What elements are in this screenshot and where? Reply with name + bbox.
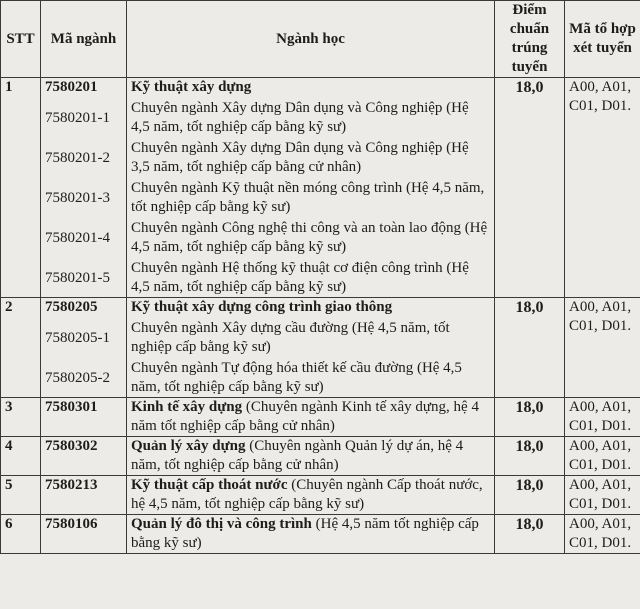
row-score: 18,0: [495, 298, 565, 398]
row-combo: A00, A01, C01, D01.: [565, 398, 640, 437]
major-code: 7580201: [45, 79, 98, 95]
table-row: [1, 437, 640, 476]
row-name-cell: [127, 515, 495, 554]
sub-major-code: 7580201-2: [45, 149, 110, 166]
row-code-cell: [41, 398, 127, 437]
header-diem-chuan: Điểm chuẩn trúng tuyển: [495, 1, 565, 78]
row-code-cell: [41, 298, 127, 398]
row-name-cell: [127, 78, 495, 298]
sub-major-name: Chuyên ngành Xây dựng Dân dụng và Công nghiệp (Hệ 3,5 năm, tốt nghiệp cấp bằng cử nhân): [131, 140, 469, 175]
sub-major-code: 7580205-1: [45, 329, 110, 346]
sub-major-code: 7580205-2: [45, 369, 110, 386]
major-name: Quản lý xây dựng: [131, 438, 246, 454]
table-row: [1, 515, 640, 554]
sub-major-name: Chuyên ngành Xây dựng cầu đường (Hệ 4,5 năm, tốt nghiệp cấp bằng kỹ sư): [131, 320, 450, 355]
row-name-cell: [127, 298, 495, 398]
major-name-line: [131, 78, 490, 97]
row-score: 18,0: [495, 437, 565, 476]
major-code: 7580301: [45, 399, 98, 415]
row-name-cell: [127, 398, 495, 437]
major-name: Kỹ thuật cấp thoát nước: [131, 477, 288, 493]
sub-major-code: 7580201-5: [45, 269, 110, 286]
row-name-cell: [127, 437, 495, 476]
sub-major-code: 7580201-4: [45, 229, 110, 246]
sub-major-code: 7580201-1: [45, 109, 110, 126]
major-name: Quản lý đô thị và công trình: [131, 516, 312, 532]
row-stt: 1: [1, 78, 41, 298]
header-nganh-hoc: Ngành học: [127, 1, 495, 78]
header-stt: STT: [1, 1, 41, 78]
major-name-line: [131, 515, 490, 553]
row-combo: A00, A01, C01, D01.: [565, 437, 640, 476]
row-combo: A00, A01, C01, D01.: [565, 476, 640, 515]
row-score: 18,0: [495, 78, 565, 298]
sub-major-name: Chuyên ngành Kỹ thuật nền móng công trình (Hệ 4,5 năm, tốt nghiệp cấp bằng kỹ sư): [131, 180, 485, 215]
major-name: Kỹ thuật xây dựng: [131, 79, 252, 95]
header-ma-nganh: Mã ngành: [41, 1, 127, 78]
row-name-cell: [127, 476, 495, 515]
major-name-detail: (Chuyên ngành Kinh tế xây dựng, hệ 4 năm tốt nghiệp cấp bằng cử nhân): [131, 399, 479, 434]
major-name-detail: (Hệ 4,5 năm tốt nghiệp cấp bằng kỹ sư): [131, 516, 479, 551]
row-combo: A00, A01, C01, D01.: [565, 515, 640, 554]
table-row: [1, 476, 640, 515]
row-code-cell: [41, 78, 127, 298]
major-code: 7580302: [45, 438, 98, 454]
row-code-cell: [41, 437, 127, 476]
row-combo: A00, A01, C01, D01.: [565, 298, 640, 398]
table-row: [1, 78, 640, 298]
row-combo: A00, A01, C01, D01.: [565, 78, 640, 298]
table-row: [1, 298, 640, 398]
row-score: 18,0: [495, 515, 565, 554]
row-stt: 3: [1, 398, 41, 437]
sub-major-name: Chuyên ngành Tự động hóa thiết kế cầu đường (Hệ 4,5 năm, tốt nghiệp cấp bằng kỹ sư): [131, 360, 462, 395]
sub-major-code: 7580201-3: [45, 189, 110, 206]
major-name-line: [131, 298, 490, 317]
major-code: 7580205: [45, 299, 98, 315]
major-name-line: [131, 476, 490, 514]
major-name-line: [131, 437, 490, 475]
major-name-detail: (Chuyên ngành Cấp thoát nước, hệ 4,5 năm, tốt nghiệp cấp bằng kỹ sư): [131, 477, 483, 512]
row-stt: 6: [1, 515, 41, 554]
major-name-detail: (Chuyên ngành Quản lý dự án, hệ 4 năm, tốt nghiệp cấp bằng cử nhân): [131, 438, 464, 473]
row-code-cell: [41, 515, 127, 554]
major-name: Kỹ thuật xây dựng công trình giao thông: [131, 299, 393, 315]
major-code: 7580106: [45, 516, 98, 532]
major-code: 7580213: [45, 477, 98, 493]
table-header-row: [1, 1, 640, 78]
major-name-line: [131, 398, 490, 436]
sub-major-name: Chuyên ngành Công nghệ thi công và an toàn lao động (Hệ 4,5 năm, tốt nghiệp cấp bằng kỹ sư): [131, 220, 488, 255]
row-stt: 5: [1, 476, 41, 515]
sub-major-name: Chuyên ngành Xây dựng Dân dụng và Công nghiệp (Hệ 4,5 năm, tốt nghiệp cấp bằng kỹ sư): [131, 100, 469, 135]
header-ma-to-hop: Mã tổ hợp xét tuyển: [565, 1, 640, 78]
major-name: Kinh tế xây dựng: [131, 399, 243, 415]
sub-major-name: Chuyên ngành Hệ thống kỹ thuật cơ điện công trình (Hệ 4,5 năm, tốt nghiệp cấp bằng kỹ sư): [131, 260, 469, 295]
row-stt: 4: [1, 437, 41, 476]
row-score: 18,0: [495, 476, 565, 515]
table-row: [1, 398, 640, 437]
row-code-cell: [41, 476, 127, 515]
row-score: 18,0: [495, 398, 565, 437]
row-stt: 2: [1, 298, 41, 398]
